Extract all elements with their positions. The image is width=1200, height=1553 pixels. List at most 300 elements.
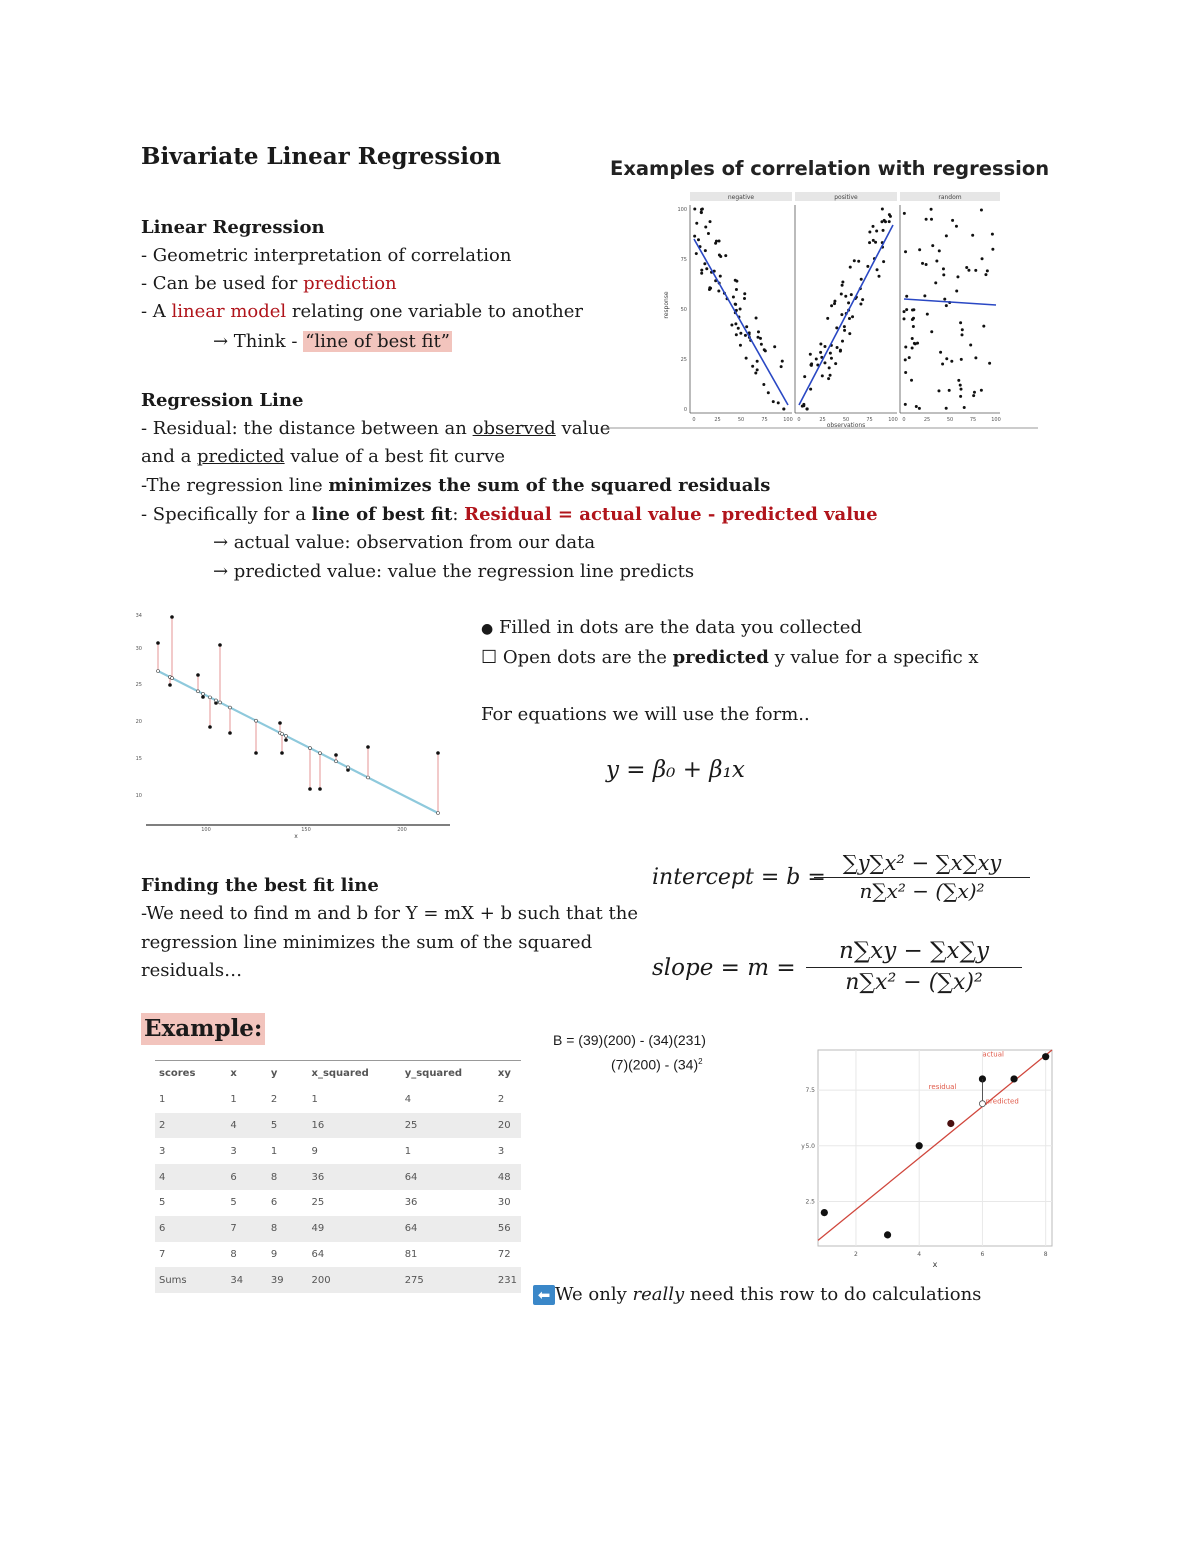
table-cell: 5: [159, 1197, 166, 1209]
y-tick-label: 2.5: [805, 1198, 815, 1206]
text: (7)(200) - (34): [611, 1056, 699, 1073]
data-point: [959, 384, 962, 387]
x-axis-label: x: [294, 833, 298, 840]
predicted-point: [309, 747, 312, 750]
data-point: [925, 263, 928, 266]
data-point: [826, 317, 829, 320]
table-cell: 36: [404, 1197, 418, 1209]
data-point: [844, 295, 847, 298]
data-point: [882, 229, 885, 232]
example-table-body: [155, 1087, 521, 1293]
data-point: [884, 220, 887, 223]
table-row: [155, 1113, 521, 1139]
data-point: [693, 235, 696, 238]
table-cell: 9: [270, 1248, 278, 1260]
data-point: [735, 288, 738, 291]
data-point: [802, 404, 805, 407]
data-point: [734, 303, 737, 306]
predicted-point: [437, 812, 440, 815]
data-point: [884, 1231, 891, 1238]
table-header-row: [155, 1061, 521, 1087]
slope-numerator: n∑xy − ∑x∑y: [839, 938, 989, 964]
y-tick-label: 7.5: [805, 1087, 815, 1095]
corr-xlabel: observations: [826, 422, 866, 429]
data-point: [751, 365, 754, 368]
data-point: [904, 371, 907, 374]
table-cell: 34: [226, 1267, 267, 1293]
observed-point: [318, 787, 322, 791]
data-point: [833, 302, 836, 305]
predicted-point: [157, 670, 160, 673]
x-tick-label: 25: [714, 417, 721, 423]
data-point: [762, 383, 765, 386]
predicted-point: [197, 690, 200, 693]
table-cell: 1: [230, 1094, 237, 1106]
residual-plot-area: [146, 607, 450, 825]
observed-point: [156, 641, 160, 645]
data-point: [840, 293, 843, 296]
data-point: [955, 225, 958, 228]
data-point: [773, 345, 776, 348]
data-point: [739, 344, 742, 347]
actual-label: actual: [982, 1050, 1004, 1059]
residual-formula: Residual = actual value - predicted value: [464, 504, 878, 525]
linreg-bullet-2: [141, 270, 397, 298]
table-cell: 64: [401, 1164, 494, 1190]
x-tick-label: 0: [692, 417, 696, 423]
table-cell: 231: [494, 1267, 521, 1293]
text: :: [452, 504, 465, 525]
regression-equation: [606, 754, 745, 786]
data-point: [881, 208, 884, 211]
equation-text: y = β₀ + β₁x: [606, 757, 745, 783]
data-point: [830, 304, 833, 307]
table-cell: 39: [267, 1267, 308, 1293]
regline-heading: Regression Line: [141, 390, 304, 411]
y-tick-label: 0: [683, 407, 687, 413]
data-point: [918, 407, 921, 410]
text: value: [555, 418, 611, 439]
data-point: [904, 250, 907, 253]
table-cell: 8: [267, 1216, 308, 1242]
data-point: [757, 330, 760, 333]
table-cell: 1: [159, 1094, 166, 1106]
data-point: [874, 241, 877, 244]
example-heading: Example:: [141, 1013, 265, 1045]
data-point: [828, 366, 831, 369]
data-point: [823, 361, 826, 364]
table-cell: Sums: [155, 1267, 226, 1293]
data-point: [806, 408, 809, 411]
data-point: [704, 249, 707, 252]
table-header: xy: [497, 1068, 511, 1080]
form-note: For equations we will use the form..: [481, 704, 810, 725]
slope-denominator: n∑x² − (∑x)²: [845, 970, 983, 995]
regline-line-3: [141, 472, 770, 500]
observed-point: [170, 615, 174, 619]
table-cell: 8: [267, 1164, 308, 1190]
data-point: [745, 357, 748, 360]
text: value of a best fit curve: [284, 446, 506, 467]
data-point: [945, 234, 948, 237]
text: and a: [141, 446, 198, 467]
intercept-lhs: intercept = b =: [652, 865, 826, 890]
x-tick-label: 2: [854, 1251, 858, 1258]
y-tick-label: 30: [135, 646, 142, 652]
table-header: x: [230, 1068, 237, 1080]
facet-label-random: random: [938, 194, 962, 201]
data-point: [851, 315, 854, 318]
data-point: [704, 225, 707, 228]
x-tick-label: 200: [397, 827, 407, 833]
data-point: [973, 391, 976, 394]
table-row: [155, 1242, 521, 1268]
predicted-point: [219, 701, 222, 704]
data-point: [843, 329, 846, 332]
data-point: [861, 298, 864, 301]
data-point: [730, 323, 733, 326]
data-point: [956, 275, 959, 278]
data-point: [875, 230, 878, 233]
data-point: [904, 358, 907, 361]
bestfit-line-1: -We need to find m and b for Y = mX + b such that the: [141, 903, 638, 924]
observed-point: [218, 643, 222, 647]
data-point: [982, 325, 985, 328]
data-point: [754, 371, 757, 374]
table-cell: 64: [311, 1248, 325, 1260]
corr-ylabel: response: [663, 291, 670, 319]
data-point: [910, 379, 913, 382]
open-dots-note: [481, 644, 979, 672]
data-point: [955, 289, 958, 292]
data-point: [756, 368, 759, 371]
data-point: [767, 391, 770, 394]
table-cell: 7: [159, 1248, 166, 1260]
data-point: [777, 401, 780, 404]
table-cell: 6: [155, 1216, 226, 1242]
data-point: [925, 218, 928, 221]
data-point: [735, 333, 738, 336]
observed-point: [168, 683, 172, 687]
x-tick-label: 50: [946, 417, 954, 423]
data-point: [782, 408, 785, 411]
data-point: [923, 294, 926, 297]
data-point: [739, 332, 742, 335]
data-point: [961, 328, 964, 331]
x-tick-label: 50: [737, 417, 745, 423]
data-point: [841, 280, 844, 283]
data-point: [744, 334, 747, 337]
data-point: [911, 309, 914, 312]
data-point: [916, 1142, 923, 1149]
data-point: [714, 242, 717, 245]
table-cell: 6: [226, 1164, 267, 1190]
data-point: [745, 325, 748, 328]
regline-line-6: → predicted value: value the regression line predicts: [213, 561, 695, 582]
data-point: [974, 356, 977, 359]
y-tick-label: 100: [677, 207, 687, 213]
superscript: 2: [698, 1057, 703, 1066]
data-point: [821, 1209, 828, 1216]
data-point: [915, 405, 918, 408]
prediction-term: prediction: [303, 273, 397, 294]
data-point: [878, 275, 881, 278]
data-point: [772, 400, 775, 403]
data-point: [988, 362, 991, 365]
best-fit-highlight: “line of best fit”: [305, 331, 450, 352]
table-header: y_squared: [404, 1068, 463, 1080]
table-cell: 2: [497, 1094, 505, 1106]
data-point: [951, 219, 954, 222]
data-point: [700, 211, 703, 214]
data-point: [916, 342, 919, 345]
data-point: [841, 340, 844, 343]
data-point: [743, 292, 746, 295]
y-tick-label: 34: [135, 613, 142, 619]
data-point: [926, 313, 929, 316]
data-point: [695, 252, 698, 255]
facet-label-negative: negative: [727, 194, 755, 201]
data-point: [830, 357, 833, 360]
linreg-heading: Linear Regression: [141, 217, 325, 238]
data-point: [888, 220, 891, 223]
y-tick-label: 10: [135, 793, 142, 799]
predicted-point: [281, 732, 284, 735]
table-cell: 3: [230, 1145, 237, 1157]
data-point: [957, 379, 960, 382]
observed-point: [284, 738, 288, 742]
correlation-plot: [606, 155, 1038, 430]
text: - Specifically for a: [141, 504, 312, 525]
data-point: [732, 295, 735, 298]
table-cell: 3: [159, 1145, 166, 1157]
x-tick-label: 50: [842, 417, 850, 423]
x-tick-label: 150: [301, 827, 311, 833]
observed-point: [280, 751, 284, 755]
y-tick-label: 75: [680, 257, 687, 263]
text: We only: [555, 1284, 633, 1305]
data-point: [911, 337, 914, 340]
residual-figure: [130, 605, 455, 840]
table-cell: 20: [494, 1113, 521, 1139]
y-tick-label: 25: [680, 357, 687, 363]
table-cell: 1: [404, 1145, 412, 1157]
data-point: [945, 357, 948, 360]
data-point: [960, 358, 963, 361]
data-point: [918, 248, 921, 251]
data-point: [763, 348, 766, 351]
table-row: [155, 1087, 521, 1113]
observed-term: observed: [472, 418, 556, 439]
data-point: [836, 346, 839, 349]
data-point: [981, 257, 984, 260]
y-tick-label: 50: [680, 307, 687, 313]
observed-point: [308, 787, 312, 791]
table-cell: 49: [308, 1216, 401, 1242]
predicted-point: [215, 699, 218, 702]
x-tick-label: 25: [923, 417, 931, 423]
x-tick-label: 100: [783, 417, 793, 423]
observed-point: [196, 673, 200, 677]
table-cell: 7: [226, 1216, 267, 1242]
data-point: [780, 365, 783, 368]
data-point: [823, 345, 826, 348]
predicted-point: [367, 776, 370, 779]
predicted-point: [171, 677, 174, 680]
data-point: [718, 240, 721, 243]
data-point: [848, 332, 851, 335]
x-tick-label: 75: [866, 417, 873, 423]
table-cell: 4: [404, 1094, 412, 1106]
y-tick-label: 20: [135, 719, 142, 725]
data-point: [939, 351, 942, 354]
data-point: [912, 325, 915, 328]
linear-model-term: linear model: [171, 301, 287, 322]
x-tick-label: 25: [819, 417, 826, 423]
text: Filled in dots are the data you collected: [493, 617, 862, 638]
regline-line-2: [141, 443, 505, 471]
data-point: [942, 273, 945, 276]
bestfit-heading: Finding the best fit line: [141, 875, 379, 896]
filled-dot-icon: ●: [481, 621, 494, 637]
data-point: [868, 241, 871, 244]
left-arrow-icon: ⬅: [533, 1285, 555, 1305]
observed-point: [228, 731, 232, 735]
data-point: [872, 225, 875, 228]
predicted-point: [255, 719, 258, 722]
data-point: [935, 260, 938, 263]
x-tick-label: 0: [902, 417, 906, 423]
y-tick-label: 25: [135, 682, 142, 688]
predicted-point: [209, 696, 212, 699]
x-tick-label: 6: [980, 1251, 985, 1258]
data-point: [965, 266, 968, 269]
data-point: [734, 322, 737, 325]
y-tick-label: 5.0: [805, 1142, 815, 1150]
table-cell: 5: [267, 1113, 308, 1139]
data-point: [707, 232, 710, 235]
regression-line: [904, 299, 996, 305]
data-point: [833, 300, 836, 303]
data-point: [911, 318, 914, 321]
table-row: [155, 1138, 521, 1164]
y-tick-label: 15: [135, 756, 142, 762]
data-point: [903, 317, 906, 320]
data-point: [931, 244, 934, 247]
text: relating one variable to another: [286, 301, 583, 322]
table-cell: 36: [308, 1164, 401, 1190]
table-cell: 1: [311, 1094, 318, 1106]
data-point: [971, 234, 974, 237]
data-point: [1010, 1075, 1017, 1082]
data-point: [903, 310, 906, 313]
x-tick-label: 0: [797, 417, 801, 423]
data-point: [984, 273, 987, 276]
data-point: [819, 342, 822, 345]
table-cell: 275: [401, 1267, 494, 1293]
regline-line-4: [141, 501, 878, 529]
predicted-point: [335, 760, 338, 763]
example-table: [155, 1061, 521, 1293]
data-point: [759, 337, 762, 340]
data-point: [930, 330, 933, 333]
data-point: [986, 269, 989, 272]
intercept-denominator: n∑x² − (∑x)²: [859, 879, 985, 903]
observed-point: [278, 721, 282, 725]
data-point: [857, 260, 860, 263]
data-point: [1042, 1053, 1049, 1060]
facet-strips: [690, 192, 1000, 201]
data-point: [947, 1120, 954, 1127]
data-point: [719, 275, 722, 278]
data-point: [969, 344, 972, 347]
table-header: x_squared: [311, 1068, 369, 1080]
data-point: [700, 269, 703, 272]
table-row: [155, 1164, 521, 1190]
bestfit-line-2: regression line minimizes the sum of the squared: [141, 932, 593, 953]
data-point: [739, 308, 742, 311]
text: Open dots are the: [497, 647, 673, 668]
data-point: [809, 388, 812, 391]
text: need this row to do calculations: [684, 1284, 982, 1305]
data-point: [810, 364, 813, 367]
data-point: [972, 394, 975, 397]
table-cell: 25: [311, 1197, 325, 1209]
table-cell: 4: [226, 1113, 267, 1139]
residual-label: residual: [928, 1082, 957, 1091]
data-point: [959, 395, 962, 398]
y-axis-label: y: [801, 1142, 805, 1150]
x-tick-label: 4: [917, 1251, 922, 1258]
data-point: [724, 254, 727, 257]
table-cell: 2: [270, 1094, 278, 1106]
data-point: [950, 360, 953, 363]
table-header: y: [270, 1068, 278, 1080]
table-cell: 1: [270, 1145, 278, 1157]
bestfit-line-3: residuals…: [141, 960, 243, 981]
data-point: [942, 267, 945, 270]
data-point: [850, 293, 853, 296]
table-cell: 56: [494, 1216, 521, 1242]
data-point: [880, 220, 883, 223]
data-point: [743, 297, 746, 300]
predicted-point: [229, 706, 232, 709]
calc-line-1: B = (39)(200) - (34)(231): [553, 1032, 706, 1048]
correlation-figure: [606, 155, 1050, 430]
data-point: [908, 356, 911, 359]
text: - Residual: the distance between an: [141, 418, 473, 439]
observed-point: [254, 751, 258, 755]
table-cell: 200: [308, 1267, 401, 1293]
data-point: [911, 346, 914, 349]
data-point: [860, 278, 863, 281]
data-point: [937, 389, 940, 392]
data-point: [840, 313, 843, 316]
text: -The regression line: [141, 475, 329, 496]
linreg-bullet-4: [213, 328, 452, 356]
data-point: [717, 289, 720, 292]
data-point: [700, 272, 703, 275]
data-point: [829, 374, 832, 377]
regression-line: [694, 239, 788, 405]
data-point: [904, 403, 907, 406]
x-tick-label: 100: [991, 417, 1001, 423]
data-point: [756, 360, 759, 363]
data-point: [705, 267, 708, 270]
table-cell: 2: [155, 1113, 226, 1139]
data-point: [708, 288, 711, 291]
table-cell: 16: [308, 1113, 401, 1139]
